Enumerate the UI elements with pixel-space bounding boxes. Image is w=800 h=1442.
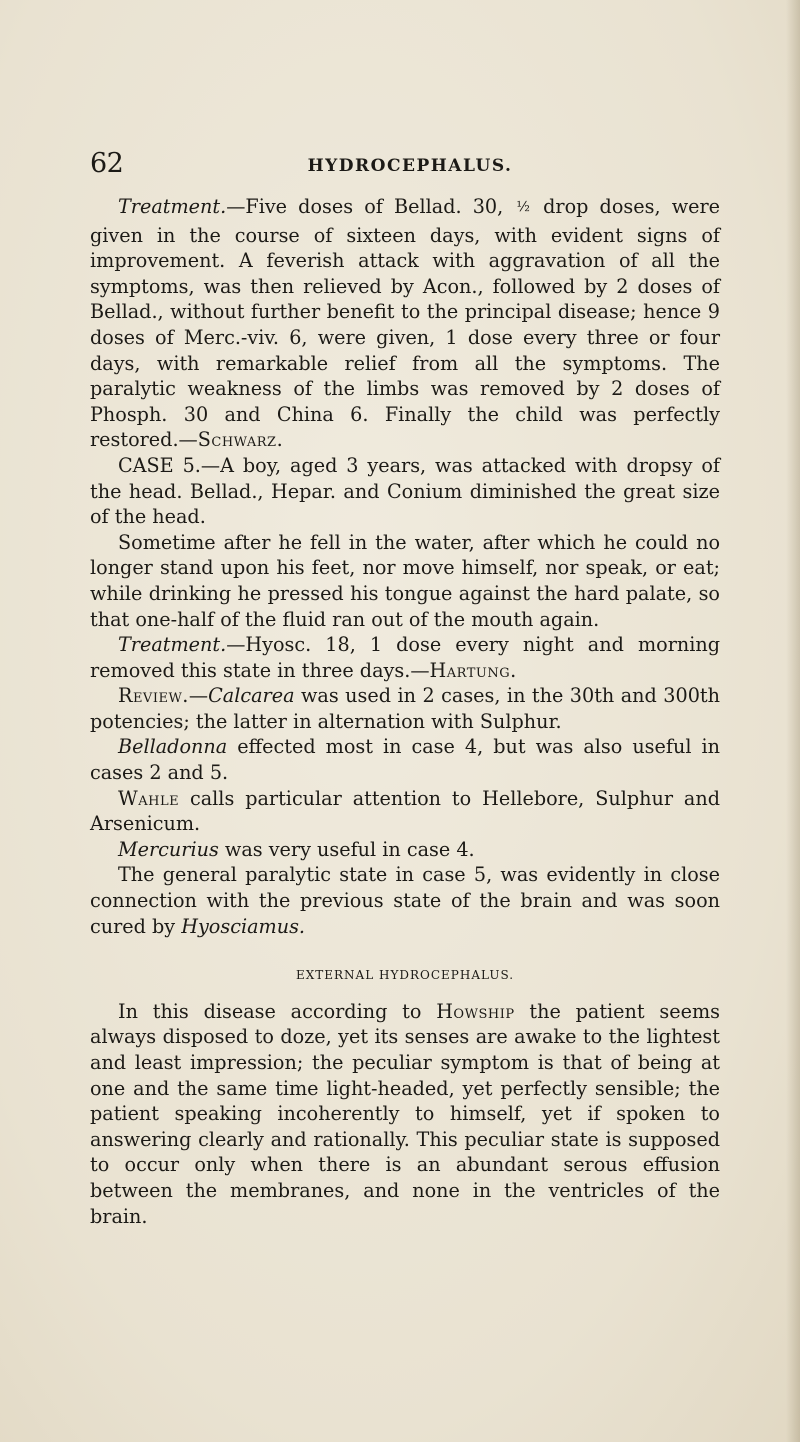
page-body bbox=[90, 194, 720, 1229]
paragraph-mercurius bbox=[90, 837, 720, 863]
author-hartung: Hartung. bbox=[429, 658, 517, 682]
paragraph-text: effected most in case 4, but was also useful in cases 2 and 5. bbox=[90, 735, 720, 785]
paragraph-case-5: CASE 5.—A boy, aged 3 years, was attacked with dropsy of the head. Bellad., Hepar. and Conium diminished the great size of the head. bbox=[90, 453, 720, 529]
paragraph-text: was used in 2 cases, in the 30th and 300th potencies; the latter in alternation with Sulphur. bbox=[90, 684, 720, 733]
treatment-label: Treatment. bbox=[118, 195, 227, 218]
paragraph-text: calls particular attention to Hellebore, Sulphur and Arsenicum. bbox=[90, 786, 720, 836]
paragraph-treatment-1 bbox=[90, 194, 720, 453]
fraction-half: ½ bbox=[516, 199, 530, 215]
page-header bbox=[90, 148, 710, 188]
paragraph-text: drop doses, were given in the course of sixteen days, with evident signs of improvement. A feverish attack with aggravation of all the symptoms, was then relieved by Acon., followed by 2 doses of Bellad., without further benefit to the principal disease; hence 9 doses of Merc.-viv. 6, were given, 1 dose every three or four days, with remarkable relief from all the symptoms. The paralytic weakness of the limbs was removed by 2 doses of Phosph. 30 and China 6. Finally the child was perfectly restored.— bbox=[90, 195, 720, 452]
paragraph-case-5-continued: Sometime after he fell in the water, after which he could no longer stand upon his feet, nor move himself, nor speak, or eat; while drinking he pressed his tongue against the hard palate, so that one-half of the fluid ran out of the mouth again. bbox=[90, 530, 720, 631]
paragraph-wahle bbox=[90, 786, 720, 837]
review-label: Review. bbox=[118, 684, 189, 708]
paragraph-paralytic-state bbox=[90, 862, 720, 939]
paragraph-treatment-2 bbox=[90, 632, 720, 683]
treatment-label: Treatment. bbox=[118, 633, 227, 657]
paragraph-text: —Five doses of Bellad. 30, bbox=[226, 195, 515, 218]
paragraph-text: the patient seems always disposed to doze, yet its senses are awake to the lightest and least impression; the peculiar symptom is that of being at one and the same time light-headed, yet perfectly sensible; the patient speaking incoherently to himself, yet if spoken to answering clearly and rationally. This peculiar state is supposed to occur only when there is an abundant serous effusion between the membranes, and none in the ventricles of the brain. bbox=[90, 999, 720, 1228]
paragraph-text: —Hyosc. 18, 1 dose every night and morning removed this state in three days.— bbox=[90, 633, 720, 682]
paragraph-external-hydrocephalus bbox=[90, 999, 720, 1229]
page-number: 62 bbox=[90, 148, 124, 179]
remedy-calcarea: Calcarea bbox=[208, 684, 295, 708]
paragraph-review bbox=[90, 683, 720, 734]
author-schwarz: Schwarz. bbox=[197, 428, 284, 452]
paragraph-text: In this disease according to bbox=[118, 999, 437, 1023]
dash: — bbox=[188, 684, 209, 708]
remedy-belladonna: Belladonna bbox=[118, 735, 228, 759]
paragraph-text: was very useful in case 4. bbox=[218, 837, 475, 861]
author-howship: Howship bbox=[436, 999, 515, 1023]
remedy-mercurius: Mercurius bbox=[118, 837, 219, 861]
running-title: HYDROCEPHALUS. bbox=[307, 156, 513, 176]
remedy-hyosciamus: Hyosciamus. bbox=[181, 914, 306, 938]
paragraph-belladonna bbox=[90, 734, 720, 785]
author-wahle: Wahle bbox=[118, 786, 180, 810]
paragraph-text: The general paralytic state in case 5, was evidently in close connection with the previous state of the brain and was soon cured by bbox=[90, 863, 720, 938]
section-heading: EXTERNAL HYDROCEPHALUS. bbox=[295, 968, 515, 983]
page-edge-shadow bbox=[786, 0, 800, 1442]
